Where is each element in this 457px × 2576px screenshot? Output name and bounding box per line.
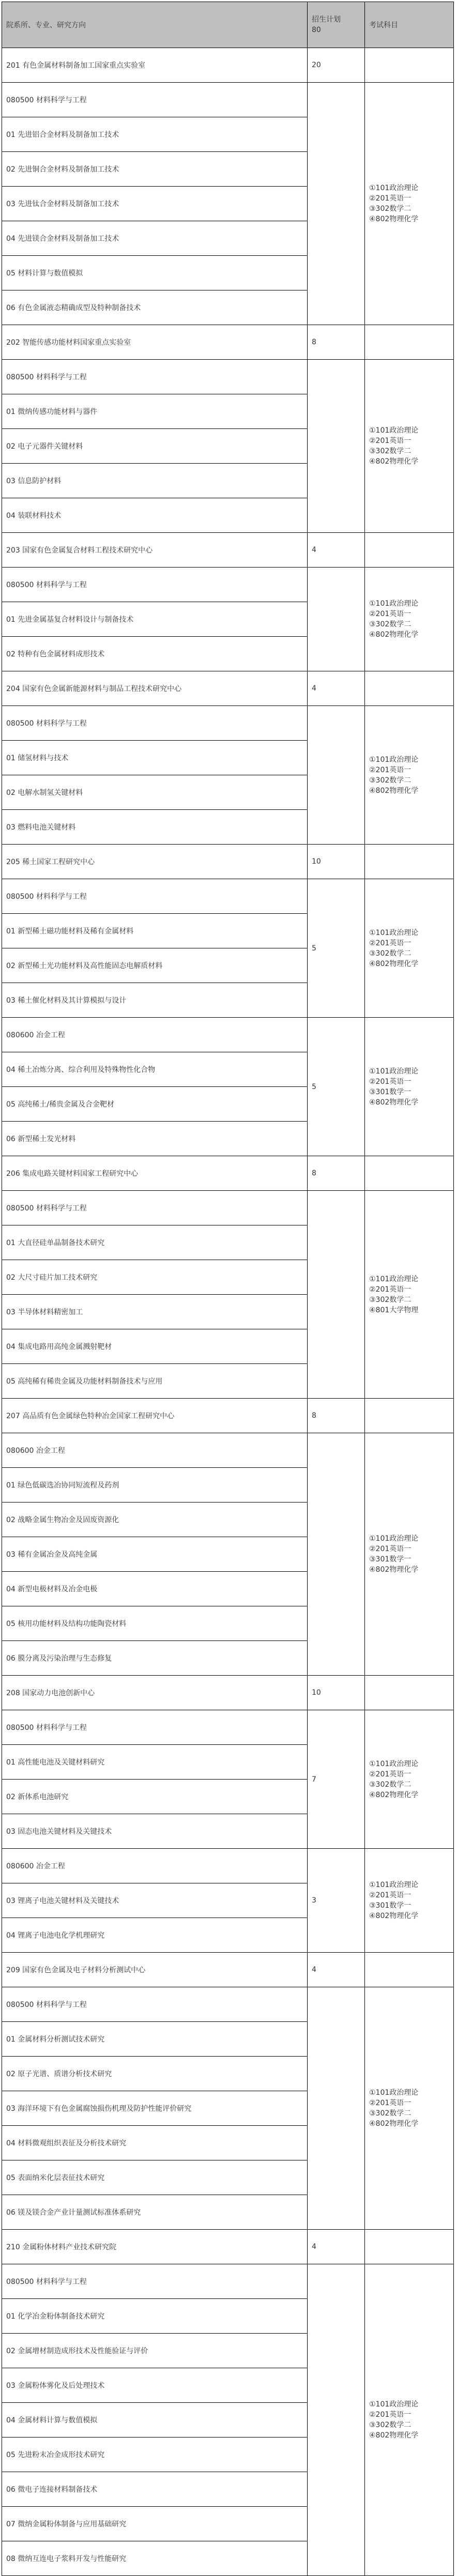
direction-name: 06 新型稀土发光材料 [2, 1122, 308, 1156]
exam-subject-item: ②201英语一 [369, 765, 412, 774]
direction-name: 02 电子元器件关键材料 [2, 429, 308, 464]
exam-subject-item: ①101政治理论 [369, 2400, 419, 2409]
exam-subject-item: ③302数学二 [369, 949, 412, 958]
exam-subject-item: ④801大学物理 [369, 1306, 419, 1314]
exam-subject-item: ③302数学二 [369, 205, 412, 213]
group-plan: 5 [308, 879, 365, 1018]
direction-name: 05 核用功能材料及结构功能陶瓷材料 [2, 1606, 308, 1641]
major-row [2, 1710, 454, 1745]
unit-subjects-empty [365, 845, 454, 879]
unit-plan: 4 [308, 2230, 365, 2264]
unit-subjects-empty [365, 2230, 454, 2264]
exam-subject-item: ③302数学二 [369, 776, 412, 785]
exam-subject-item: ①101政治理论 [369, 1067, 419, 1076]
table-header [2, 2, 454, 48]
direction-name: 08 微纳互连电子浆料开发与性能研究 [2, 2541, 308, 2576]
unit-plan: 4 [308, 533, 365, 568]
header-plan [308, 2, 365, 48]
exam-subject-item: ①101政治理论 [369, 1535, 419, 1543]
table-body [2, 48, 454, 2576]
direction-name: 02 先进铜合金材料及制备加工技术 [2, 152, 308, 187]
direction-name: 02 新型稀土光功能材料及高性能固态电解质材料 [2, 948, 308, 983]
header-plan-total: 80 [312, 26, 321, 34]
exam-subject-item: ②201英语一 [369, 2099, 412, 2107]
exam-subjects [365, 568, 454, 671]
exam-subject-item: ④802物理化学 [369, 1790, 419, 1799]
major-name: 080500 材料科学与工程 [2, 2264, 308, 2299]
unit-subjects-empty [365, 1156, 454, 1191]
major-name: 080500 材料科学与工程 [2, 568, 308, 602]
exam-subject-item: ②201英语一 [369, 1285, 412, 1294]
major-row [2, 706, 454, 741]
group-plan: 5 [308, 1018, 365, 1156]
unit-row [2, 533, 454, 568]
exam-subject-item: ④802物理化学 [369, 631, 419, 639]
exam-subject-item: ②201英语一 [369, 939, 412, 947]
direction-name: 01 先进铝合金材料及制备加工技术 [2, 117, 308, 152]
unit-name: 210 金属粉体材料产业技术研究院 [2, 2230, 308, 2264]
direction-name: 02 金属增材制造成形技术及性能验证与评价 [2, 2334, 308, 2368]
unit-name: 202 智能传感功能材料国家重点实验室 [2, 325, 308, 360]
major-row [2, 360, 454, 394]
unit-plan: 20 [308, 48, 365, 83]
exam-subject-item: ①101政治理论 [369, 184, 419, 192]
exam-subjects [365, 1710, 454, 1849]
group-plan [308, 1987, 365, 2230]
direction-name: 03 海洋环境下有色金属腐蚀损伤机理及防护性能评价研究 [2, 2091, 308, 2126]
unit-name: 206 集成电路关键材料国家工程研究中心 [2, 1156, 308, 1191]
exam-subjects [365, 1191, 454, 1399]
major-row [2, 1987, 454, 2022]
exam-subject-item: ④802物理化学 [369, 215, 419, 223]
major-row [2, 1191, 454, 1225]
exam-subject-item: ②201英语一 [369, 610, 412, 618]
direction-name: 01 化学冶金粉体制备技术研究 [2, 2299, 308, 2334]
direction-name: 04 材料微观组织表征及分析技术研究 [2, 2126, 308, 2160]
unit-row [2, 671, 454, 706]
group-plan: 7 [308, 1710, 365, 1849]
direction-name: 03 半导体材料精密加工 [2, 1295, 308, 1329]
direction-name: 01 绿色低碳选冶协同短流程及药剂 [2, 1468, 308, 1502]
direction-name: 04 新型电极材料及冶金电极 [2, 1572, 308, 1606]
group-plan [308, 1191, 365, 1399]
unit-name: 203 国家有色金属复合材料工程技术研究中心 [2, 533, 308, 568]
direction-name: 04 锂离子电池电化学机理研究 [2, 1918, 308, 1953]
exam-subjects [365, 1987, 454, 2230]
exam-subject-item: ③302数学二 [369, 620, 412, 628]
unit-row [2, 1399, 454, 1433]
major-name: 080500 材料科学与工程 [2, 83, 308, 117]
unit-row [2, 48, 454, 83]
major-name: 080500 材料科学与工程 [2, 1987, 308, 2022]
exam-subject-item: ③301数学一 [369, 1902, 412, 1910]
exam-subject-item: ②201英语一 [369, 194, 412, 203]
unit-plan: 8 [308, 1156, 365, 1191]
unit-plan: 4 [308, 1953, 365, 1987]
group-plan [308, 706, 365, 845]
direction-name: 07 微纳金属粉体制备与应用基础研究 [2, 2507, 308, 2541]
direction-name: 03 稀有金属冶金及高纯金属 [2, 1537, 308, 1572]
direction-name: 03 信息防护材料 [2, 464, 308, 498]
major-row [2, 2264, 454, 2299]
direction-name: 03 稀土催化材料及其计算模拟与设计 [2, 983, 308, 1018]
major-name: 080600 冶金工程 [2, 1849, 308, 1883]
unit-name: 204 国家有色金属新能源材料与制品工程技术研究中心 [2, 671, 308, 706]
direction-name: 03 先进钛合金材料及制备加工技术 [2, 187, 308, 221]
exam-subject-item: ②201英语一 [369, 437, 412, 445]
unit-plan: 10 [308, 845, 365, 879]
unit-subjects-empty [365, 325, 454, 360]
major-row [2, 83, 454, 117]
exam-subject-item: ①101政治理论 [369, 426, 419, 435]
direction-name: 01 高性能电池及关键材料研究 [2, 1745, 308, 1780]
unit-row [2, 1953, 454, 1987]
unit-row [2, 1156, 454, 1191]
direction-name: 04 先进镁合金材料及制备加工技术 [2, 221, 308, 256]
unit-row [2, 2230, 454, 2264]
direction-name: 04 装联材料技术 [2, 498, 308, 533]
direction-name: 01 金属材料分析测试技术研究 [2, 2022, 308, 2057]
exam-subject-item: ①101政治理论 [369, 2089, 419, 2097]
unit-plan: 4 [308, 671, 365, 706]
header-subjects: 考试科目 [365, 2, 454, 48]
group-plan [308, 83, 365, 325]
exam-subject-item: ④802物理化学 [369, 457, 419, 466]
group-plan [308, 360, 365, 533]
direction-name: 05 先进粉末冶金成形技术研究 [2, 2437, 308, 2472]
exam-subject-item: ③302数学二 [369, 2109, 412, 2118]
exam-subject-item: ①101政治理论 [369, 600, 419, 608]
unit-name: 209 国家有色金属及电子材料分析测试中心 [2, 1953, 308, 1987]
exam-subject-item: ④802物理化学 [369, 1098, 419, 1107]
unit-subjects-empty [365, 1399, 454, 1433]
direction-name: 05 材料计算与数值模拟 [2, 256, 308, 290]
direction-name: 02 大尺寸硅片加工技术研究 [2, 1260, 308, 1295]
direction-name: 06 微电子连接材料制备技术 [2, 2472, 308, 2507]
group-plan: 3 [308, 1849, 365, 1953]
group-plan [308, 1433, 365, 1676]
unit-subjects-empty [365, 671, 454, 706]
direction-name: 01 储氢材料与技术 [2, 741, 308, 775]
direction-name: 05 高纯稀有稀贵金属及功能材料制备技术与应用 [2, 1364, 308, 1399]
exam-subject-item: ①101政治理论 [369, 755, 419, 764]
exam-subjects [365, 1433, 454, 1676]
header-row [2, 2, 454, 48]
exam-subject-item: ④802物理化学 [369, 786, 419, 795]
exam-subject-item: ④802物理化学 [369, 1912, 419, 1920]
unit-row [2, 845, 454, 879]
exam-subject-item: ①101政治理论 [369, 1881, 419, 1889]
major-row [2, 1849, 454, 1883]
exam-subjects [365, 879, 454, 1018]
direction-name: 05 高纯稀土/稀贵金属及合金靶材 [2, 1087, 308, 1122]
major-name: 080500 材料科学与工程 [2, 706, 308, 741]
major-row [2, 1018, 454, 1052]
unit-plan: 8 [308, 1399, 365, 1433]
direction-name: 02 原子光谱、质谱分析技术研究 [2, 2057, 308, 2091]
direction-name: 05 表面纳米化层表征技术研究 [2, 2160, 308, 2195]
exam-subject-item: ④802物理化学 [369, 2431, 419, 2440]
exam-subject-item: ③302数学二 [369, 1295, 412, 1304]
exam-subject-item: ④802物理化学 [369, 2120, 419, 2128]
exam-subject-item: ②201英语一 [369, 2411, 412, 2419]
major-row [2, 568, 454, 602]
exam-subjects [365, 83, 454, 325]
direction-name: 04 金属材料计算与数值模拟 [2, 2403, 308, 2437]
exam-subject-item: ④802物理化学 [369, 959, 419, 968]
exam-subjects [365, 1849, 454, 1953]
direction-name: 06 有色金属液态精确成型及特种制备技术 [2, 290, 308, 325]
unit-row [2, 1676, 454, 1710]
exam-subject-item: ②201英语一 [369, 1077, 412, 1086]
major-name: 080500 材料科学与工程 [2, 1191, 308, 1225]
direction-name: 06 镁及镁合金产业计量测试标准体系研究 [2, 2195, 308, 2230]
unit-plan: 10 [308, 1676, 365, 1710]
major-name: 080500 材料科学与工程 [2, 879, 308, 914]
direction-name: 02 特种有色金属材料成形技术 [2, 637, 308, 671]
direction-name: 04 集成电路用高纯金属溅射靶材 [2, 1329, 308, 1364]
exam-subject-item: ③302数学二 [369, 2421, 412, 2429]
direction-name: 01 先进金属基复合材料设计与制备技术 [2, 602, 308, 637]
unit-subjects-empty [365, 1953, 454, 1987]
exam-subject-item: ②201英语一 [369, 1891, 412, 1899]
unit-name: 205 稀土国家工程研究中心 [2, 845, 308, 879]
direction-name: 03 燃料电池关键材料 [2, 810, 308, 845]
major-row [2, 879, 454, 914]
direction-name: 03 金属粉体雾化及后处理技术 [2, 2368, 308, 2403]
exam-subject-item: ②201英语一 [369, 1770, 412, 1778]
unit-name: 201 有色金属材料制备加工国家重点实验室 [2, 48, 308, 83]
direction-name: 01 微纳传感功能材料与器件 [2, 394, 308, 429]
enrollment-plan-table [2, 2, 454, 2576]
group-plan [308, 568, 365, 671]
unit-name: 207 高品质有色金属绿色特种冶金国家工程研究中心 [2, 1399, 308, 1433]
group-plan [308, 2264, 365, 2576]
exam-subject-item: ③302数学二 [369, 1780, 412, 1789]
exam-subjects [365, 2264, 454, 2576]
unit-subjects-empty [365, 48, 454, 83]
direction-name: 02 新体系电池研究 [2, 1780, 308, 1814]
exam-subjects [365, 1018, 454, 1156]
major-name: 080600 冶金工程 [2, 1433, 308, 1468]
unit-name: 208 国家动力电池创新中心 [2, 1676, 308, 1710]
direction-name: 03 锂离子电池关键材料及关键技术 [2, 1883, 308, 1918]
major-name: 080500 材料科学与工程 [2, 1710, 308, 1745]
direction-name: 02 战略金属生物冶金及固废资源化 [2, 1502, 308, 1537]
header-direction: 院系所、专业、研究方向 [2, 2, 308, 48]
exam-subjects [365, 360, 454, 533]
unit-subjects-empty [365, 533, 454, 568]
direction-name: 01 新型稀土磁功能材料及稀有金属材料 [2, 914, 308, 948]
major-name: 080500 材料科学与工程 [2, 360, 308, 394]
unit-plan: 8 [308, 325, 365, 360]
unit-row [2, 325, 454, 360]
exam-subject-item: ④802物理化学 [369, 1566, 419, 1574]
exam-subject-item: ①101政治理论 [369, 928, 419, 937]
unit-subjects-empty [365, 1676, 454, 1710]
header-plan-label: 招生计划 [312, 16, 341, 24]
direction-name: 02 电解水制氢关键材料 [2, 775, 308, 810]
direction-name: 01 大直径硅单晶制备技术研究 [2, 1225, 308, 1260]
exam-subject-item: ③301数学一 [369, 1087, 412, 1096]
exam-subject-item: ①101政治理论 [369, 1759, 419, 1768]
direction-name: 03 固态电池关键材料及关键技术 [2, 1814, 308, 1849]
exam-subject-item: ③301数学一 [369, 1555, 412, 1563]
exam-subject-item: ②201英语一 [369, 1545, 412, 1553]
major-row [2, 1433, 454, 1468]
direction-name: 04 稀土冶炼分离、综合利用及特殊物性化合物 [2, 1052, 308, 1087]
direction-name: 06 膜分离及污染治理与生态修复 [2, 1641, 308, 1676]
exam-subject-item: ③302数学二 [369, 447, 412, 455]
exam-subjects [365, 706, 454, 845]
exam-subject-item: ①101政治理论 [369, 1275, 419, 1283]
major-name: 080600 冶金工程 [2, 1018, 308, 1052]
